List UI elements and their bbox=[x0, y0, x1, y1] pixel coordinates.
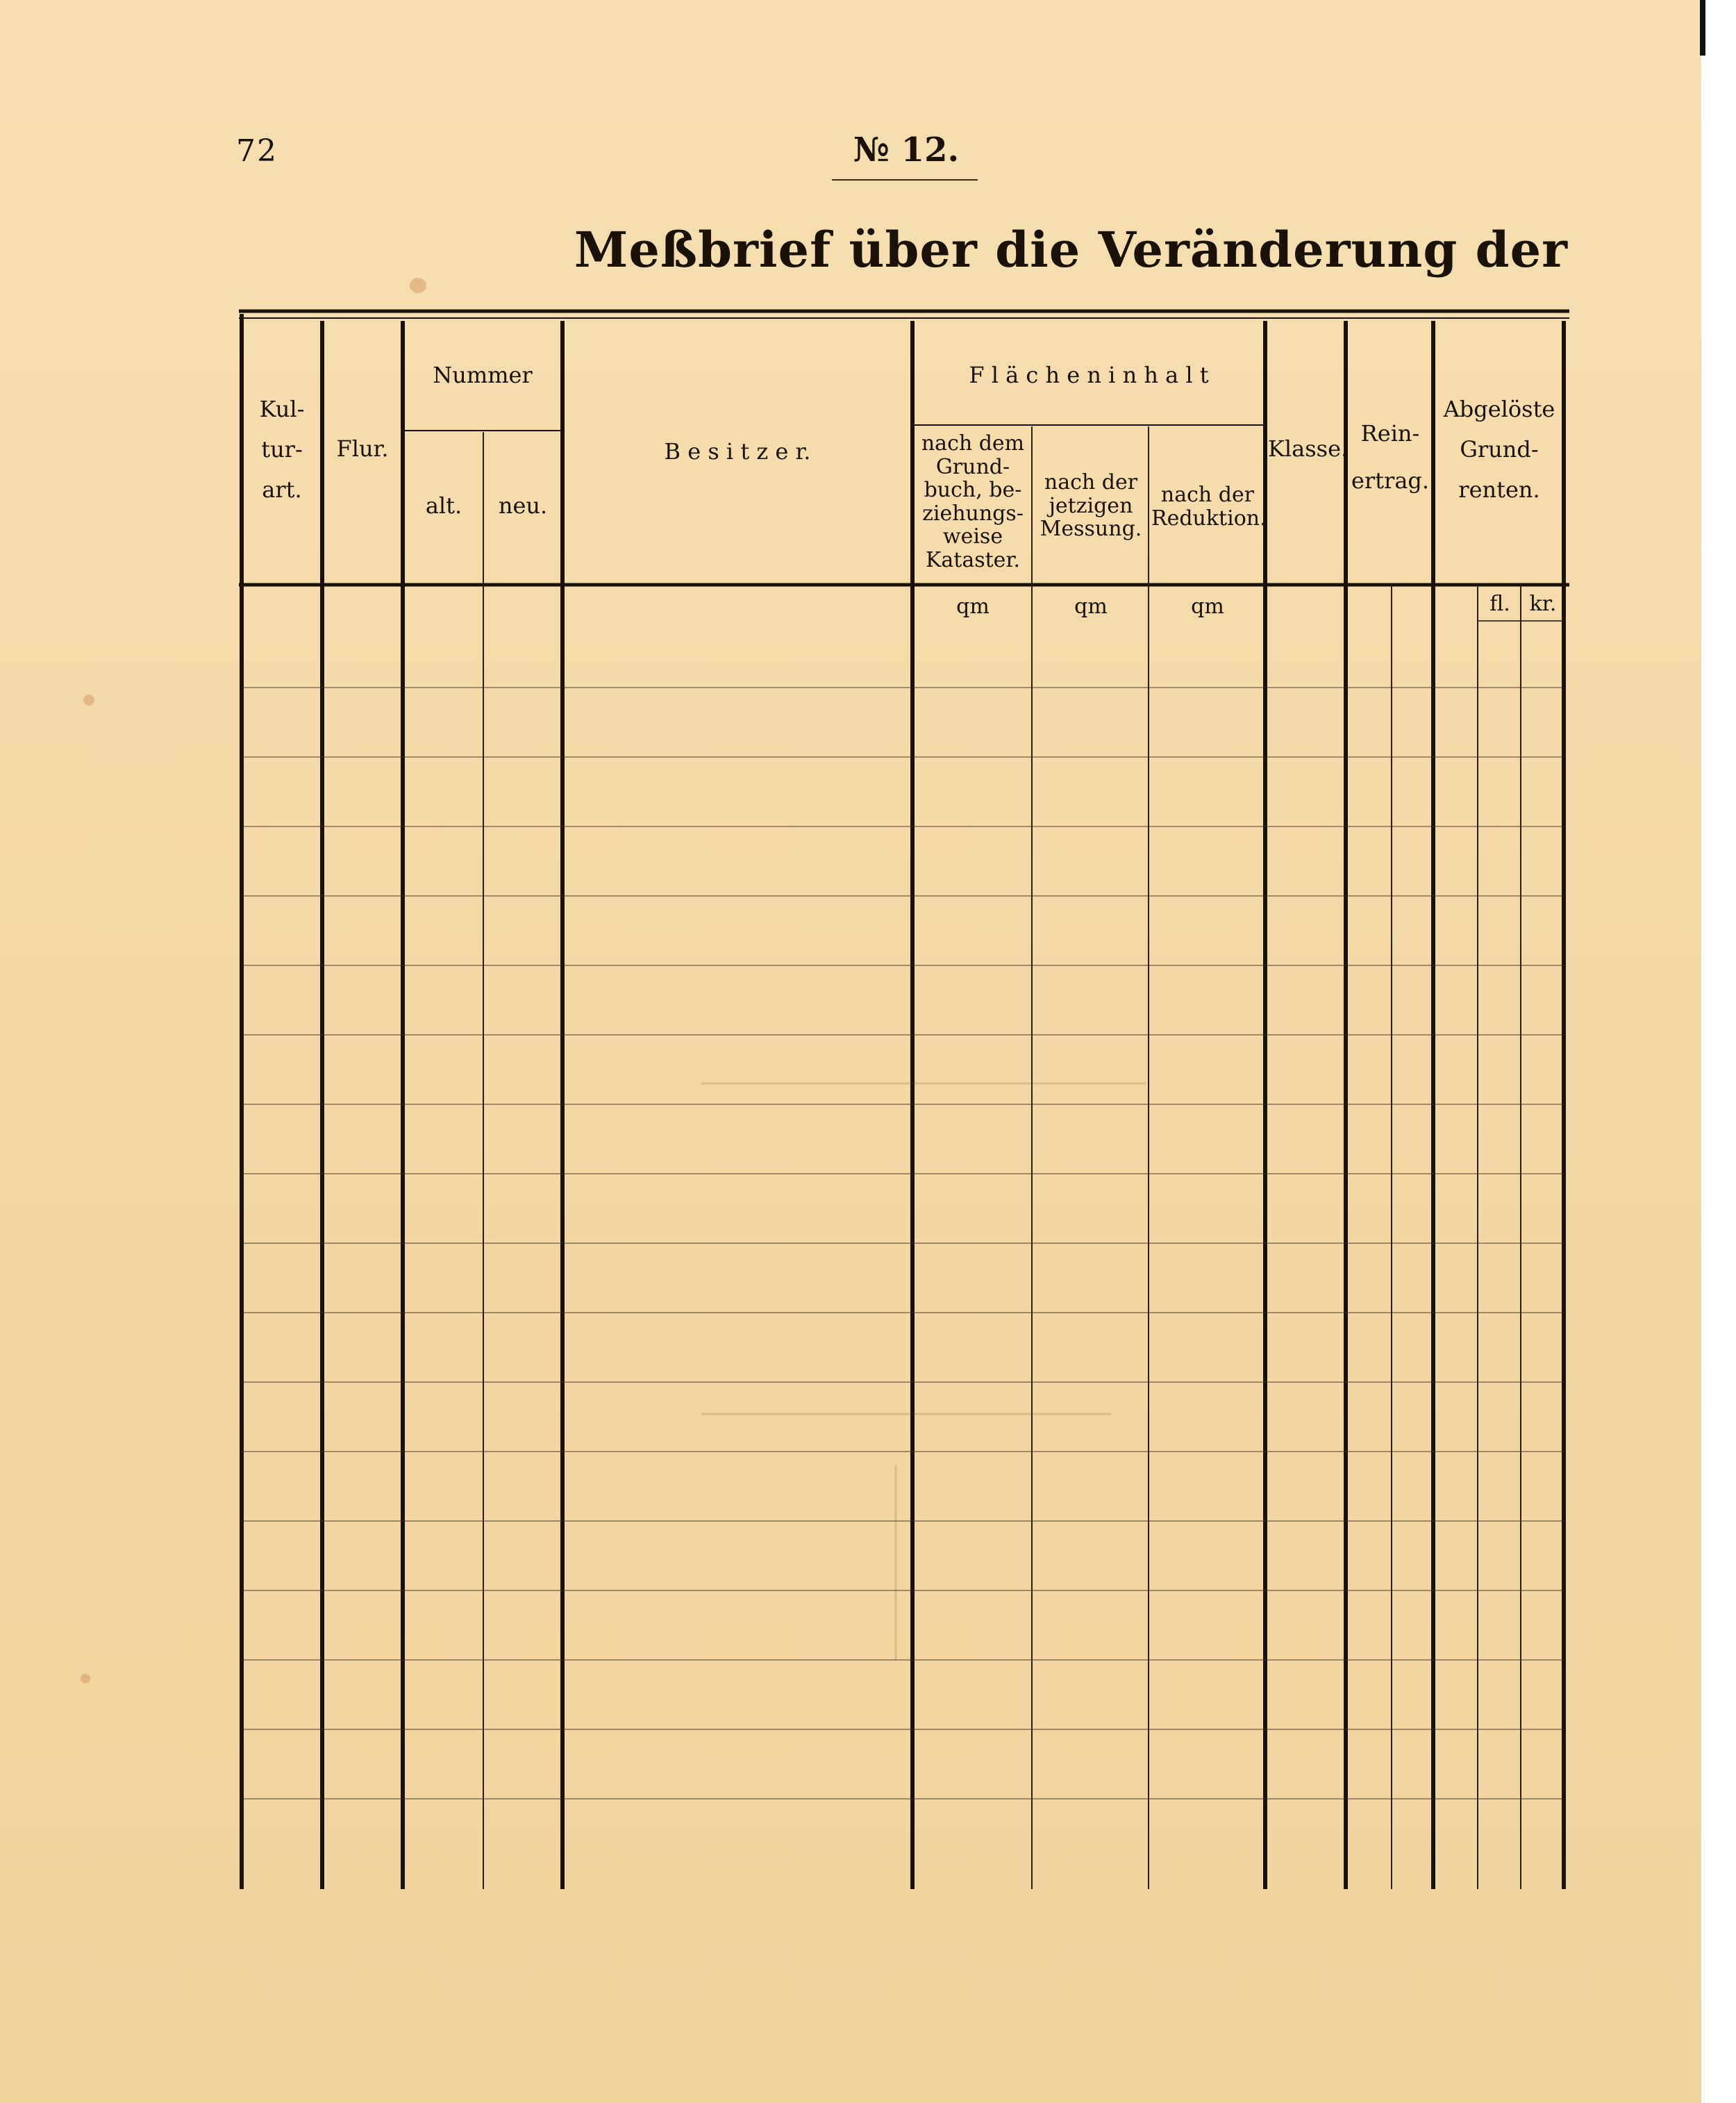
unit-kr: kr. bbox=[1529, 592, 1557, 616]
col-header-nummer-alt: alt. bbox=[425, 492, 462, 519]
col-header-flur: Flur. bbox=[336, 435, 389, 462]
unit-messung: qm bbox=[1074, 595, 1108, 619]
unit-fl: fl. bbox=[1489, 592, 1510, 616]
unit-reduktion: qm bbox=[1191, 595, 1224, 619]
unit-grundbuch: qm bbox=[956, 595, 990, 619]
col-header-klasse: Klasse. bbox=[1268, 435, 1349, 462]
col-header-nummer: Nummer bbox=[433, 362, 533, 388]
col-header-reinertrag: Rein- ertrag. bbox=[1351, 420, 1430, 494]
col-header-besitzer: B e s i t z e r. bbox=[664, 438, 811, 465]
col-header-messung: nach der jetzigen Messung. bbox=[1040, 470, 1142, 542]
document-title: Meßbrief über die Veränderung der bbox=[574, 221, 1568, 279]
col-header-grundrenten: Abgelöste Grund- renten. bbox=[1443, 396, 1555, 503]
col-header-grundbuch: nach dem Grund- buch, be- ziehungs- weise Kataster. bbox=[921, 431, 1025, 572]
page-number: 72 bbox=[236, 133, 278, 169]
col-header-flaecheninhalt: F l ä c h e n i n h a l t bbox=[969, 362, 1209, 388]
col-header-nummer-neu: neu. bbox=[498, 492, 548, 519]
document-number: № 12. bbox=[853, 131, 960, 169]
col-header-reduktion: nach der Reduktion. bbox=[1151, 483, 1267, 531]
col-header-kulturart: Kul- tur- art. bbox=[259, 396, 305, 503]
